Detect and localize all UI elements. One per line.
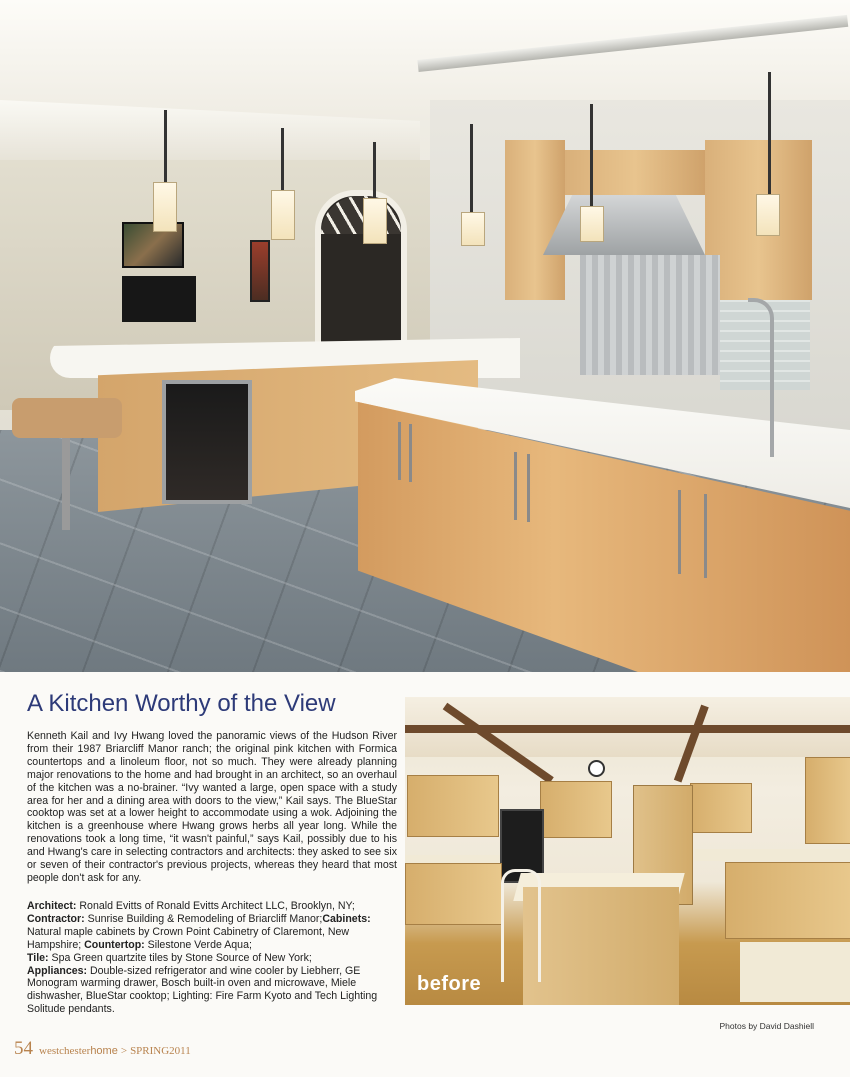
pendant-cord — [768, 72, 771, 194]
upper-cabinet — [505, 140, 565, 300]
pendant-cord — [373, 142, 376, 198]
before-lower-cabinet — [725, 862, 850, 939]
arched-doorway — [315, 190, 407, 352]
cabinet-pull — [678, 490, 681, 574]
before-upper-cabinet — [407, 775, 499, 837]
pendant-light — [363, 198, 387, 244]
page-number: 54 — [14, 1038, 33, 1059]
upper-cabinet — [565, 150, 705, 195]
credit-label: Countertop: — [84, 938, 145, 951]
before-island — [523, 887, 679, 1005]
magazine-name-part: home — [90, 1045, 118, 1057]
cabinet-pull — [514, 452, 517, 520]
pendant-light — [580, 206, 604, 242]
cabinet-pull — [704, 494, 707, 578]
issue-date: SPRING2011 — [130, 1045, 191, 1057]
magazine-name — [39, 1045, 118, 1057]
credit-text: Ronald Evitts of Ronald Evitts Architect LLC, Brooklyn, NY; — [76, 900, 355, 912]
credit-text: Sunrise Building & Remodeling of Briarcliff Manor; — [84, 912, 323, 925]
cabinet-pull — [527, 454, 530, 522]
windsor-chair — [501, 869, 541, 982]
credit-label: Contractor: — [27, 912, 85, 925]
pendant-light — [271, 190, 295, 240]
article-credits — [27, 900, 397, 1016]
steel-backsplash — [580, 255, 720, 375]
before-countertop — [695, 849, 850, 861]
credit-text: Silestone Verde Aqua; — [144, 938, 252, 951]
pendant-light — [756, 194, 780, 236]
pendant-cord — [164, 110, 167, 182]
pendant-light — [153, 182, 177, 232]
before-countertop — [740, 942, 850, 1002]
credit-text: Double-sized refrigerator and wine cooler by Liebherr, GE Monogram warming drawer, Bosch built-in oven and microwave, Miele dishwasher, BlueStar cooktop; Lighting: Fire Farm Kyoto and Tech Lighting Solitude pendants. — [27, 964, 378, 1016]
faucet — [748, 298, 774, 457]
footer-separator: > — [120, 1045, 128, 1057]
before-upper-cabinet — [540, 781, 612, 838]
wall-clock — [588, 760, 605, 777]
article-headline: A Kitchen Worthy of the View — [27, 690, 336, 717]
pendant-cord — [470, 124, 473, 214]
pendant-cord — [281, 128, 284, 190]
credit-label: Appliances: — [27, 964, 88, 977]
before-upper-cabinet — [805, 757, 850, 844]
bar-stool-leg — [62, 438, 70, 530]
pendant-light — [461, 212, 485, 246]
pendant-cord — [590, 104, 593, 208]
photo-credit: Photos by David Dashiell — [719, 1021, 814, 1031]
before-kitchen-photo — [405, 697, 850, 1005]
before-lower-cabinet — [405, 863, 502, 925]
cabinet-pull — [398, 422, 401, 480]
credit-label: Cabinets: — [322, 912, 371, 925]
credit-text: Natural maple cabinets by Crown Point Cabinetry of Claremont, New Hampshire; — [27, 925, 350, 951]
magazine-name-part: westchester — [39, 1045, 91, 1057]
credit-label: Architect: — [27, 900, 77, 912]
television — [122, 276, 196, 322]
before-label: before — [417, 973, 482, 995]
wine-cooler — [162, 380, 252, 504]
cabinet-pull — [409, 424, 412, 482]
wall-art — [250, 240, 270, 302]
bar-stool — [12, 398, 122, 438]
article-body: Kenneth Kail and Ivy Hwang loved the panoramic views of the Hudson River from their 1987 Briarcliff Manor ranch; the original pink kitchen with Formica countertops and a linoleum floor, not so much. They were already planning major renovations to the home and had brought in an architect, so an overhaul of the kitchen was a no-brainer. “Ivy wanted a large, open space with a study area for her and a dining area with doors to the view,” Kail says. The BlueStar cooktop was set at a lower height to accommodate using a wok. Adjoining the kitchen is a greenhouse where Hwang grows herbs all year long. While the renovations took a long time, “it wasn't painful,” says Kail, possibly due to his and Hwang's care in selecting contractors and architects: they asked to see six or seven of their contractor's previous projects, whereas they heard that most people don't ask for any. — [27, 730, 397, 884]
credit-text: Spa Green quartzite tiles by Stone Source of New York; — [48, 951, 312, 964]
before-upper-cabinet — [690, 783, 752, 833]
credit-label: Tile: — [27, 951, 49, 964]
page-footer — [14, 1038, 191, 1060]
